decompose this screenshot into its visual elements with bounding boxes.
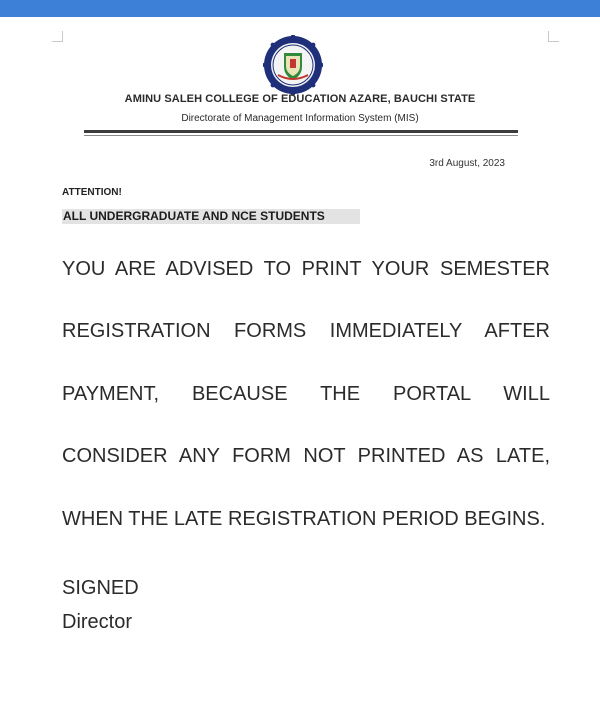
notice-line-3: PAYMENT, BECAUSE THE PORTAL WILL bbox=[62, 383, 550, 405]
directorate-name: Directorate of Management Information System (MIS) bbox=[181, 113, 419, 124]
top-bar bbox=[0, 0, 600, 17]
memo-date: 3rd August, 2023 bbox=[429, 158, 505, 169]
attention-label: ATTENTION! bbox=[62, 187, 122, 198]
document-page bbox=[0, 17, 600, 707]
signatory-title: Director bbox=[62, 611, 133, 633]
college-crest-logo-icon bbox=[263, 35, 323, 95]
notice-line-5: WHEN THE LATE REGISTRATION PERIOD BEGINS. bbox=[62, 508, 546, 530]
notice-line-2: REGISTRATION FORMS IMMEDIATELY AFTER bbox=[62, 320, 550, 342]
header-divider-thin bbox=[84, 135, 518, 136]
audience-highlight bbox=[62, 209, 360, 224]
page-corner-marker bbox=[548, 31, 559, 42]
header-divider bbox=[84, 130, 518, 133]
college-name: AMINU SALEH COLLEGE OF EDUCATION AZARE, BAUCHI STATE bbox=[124, 93, 476, 105]
page-corner-marker bbox=[52, 31, 63, 42]
signed-label: SIGNED bbox=[62, 577, 139, 599]
notice-line-1: YOU ARE ADVISED TO PRINT YOUR SEMESTER bbox=[62, 258, 550, 280]
audience-text: ALL UNDERGRADUATE AND NCE STUDENTS bbox=[63, 209, 325, 223]
notice-line-4: CONSIDER ANY FORM NOT PRINTED AS LATE, bbox=[62, 445, 550, 467]
